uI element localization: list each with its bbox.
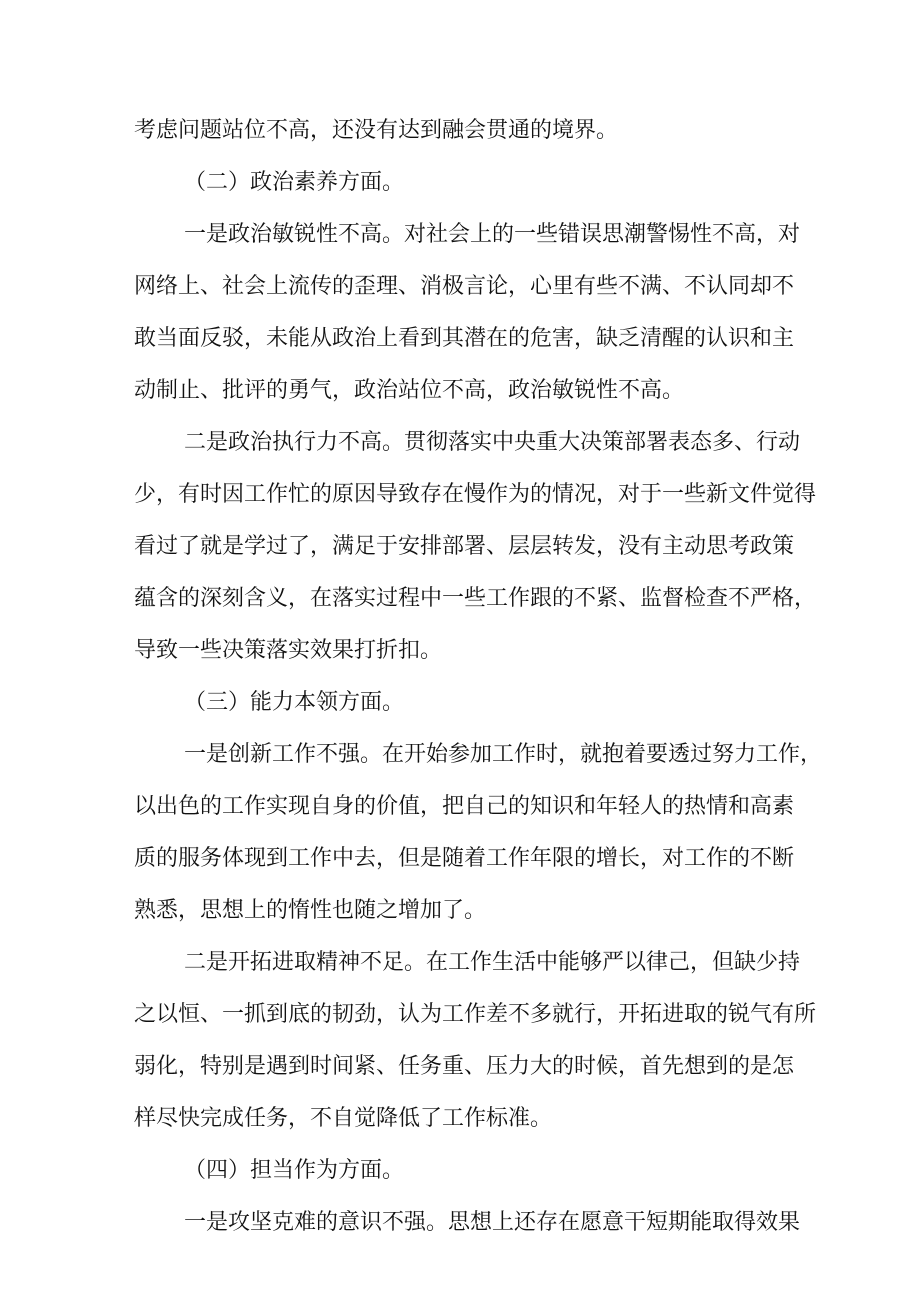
section-heading-political-quality: （二）政治素养方面。 — [184, 170, 405, 195]
paragraph-line: 网络上、社会上流传的歪理、消极言论，心里有些不满、不认同却不 — [134, 274, 795, 299]
paragraph-line: 敢当面反驳，未能从政治上看到其潜在的危害，缺乏清醒的认识和主 — [134, 326, 795, 351]
section-heading-responsibility: （四）担当作为方面。 — [184, 1158, 405, 1183]
paragraph-line: 一是政治敏锐性不高。对社会上的一些错误思潮警惕性不高，对 — [184, 222, 801, 247]
paragraph-line: 二是政治执行力不高。贯彻落实中央重大决策部署表态多、行动 — [184, 430, 801, 455]
paragraph-line: 质的服务体现到工作中去，但是随着工作年限的增长，对工作的不断 — [134, 846, 795, 871]
paragraph-line: 之以恒、一抓到底的韧劲，认为工作差不多就行，开拓进取的锐气有所 — [134, 1002, 817, 1027]
paragraph-line: 考虑问题站位不高，还没有达到融会贯通的境界。 — [134, 118, 619, 143]
paragraph-line: 一是攻坚克难的意识不强。思想上还存在愿意干短期能取得效果 — [184, 1210, 801, 1235]
paragraph-line: 以出色的工作实现自身的价值，把自己的知识和年轻人的热情和高素 — [134, 794, 795, 819]
paragraph-line: 少，有时因工作忙的原因导致存在慢作为的情况，对于一些新文件觉得 — [134, 482, 817, 507]
paragraph-line: 动制止、批评的勇气，政治站位不高，政治敏锐性不高。 — [134, 378, 685, 403]
paragraph-line: 看过了就是学过了，满足于安排部署、层层转发，没有主动思考政策 — [134, 534, 795, 559]
paragraph-line: 样尽快完成任务，不自觉降低了工作标准。 — [134, 1106, 553, 1131]
paragraph-line: 一是创新工作不强。在开始参加工作时，就抱着要透过努力工作， — [184, 742, 823, 767]
paragraph-line: 导致一些决策落实效果打折扣。 — [134, 638, 443, 663]
paragraph-line: 熟悉，思想上的惰性也随之增加了。 — [134, 898, 487, 923]
paragraph-line: 弱化，特别是遇到时间紧、任务重、压力大的时候，首先想到的是怎 — [134, 1054, 795, 1079]
section-heading-ability: （三）能力本领方面。 — [184, 690, 405, 715]
paragraph-line: 二是开拓进取精神不足。在工作生活中能够严以律己，但缺少持 — [184, 950, 801, 975]
paragraph-line: 蕴含的深刻含义，在落实过程中一些工作跟的不紧、监督检查不严格， — [134, 586, 817, 611]
